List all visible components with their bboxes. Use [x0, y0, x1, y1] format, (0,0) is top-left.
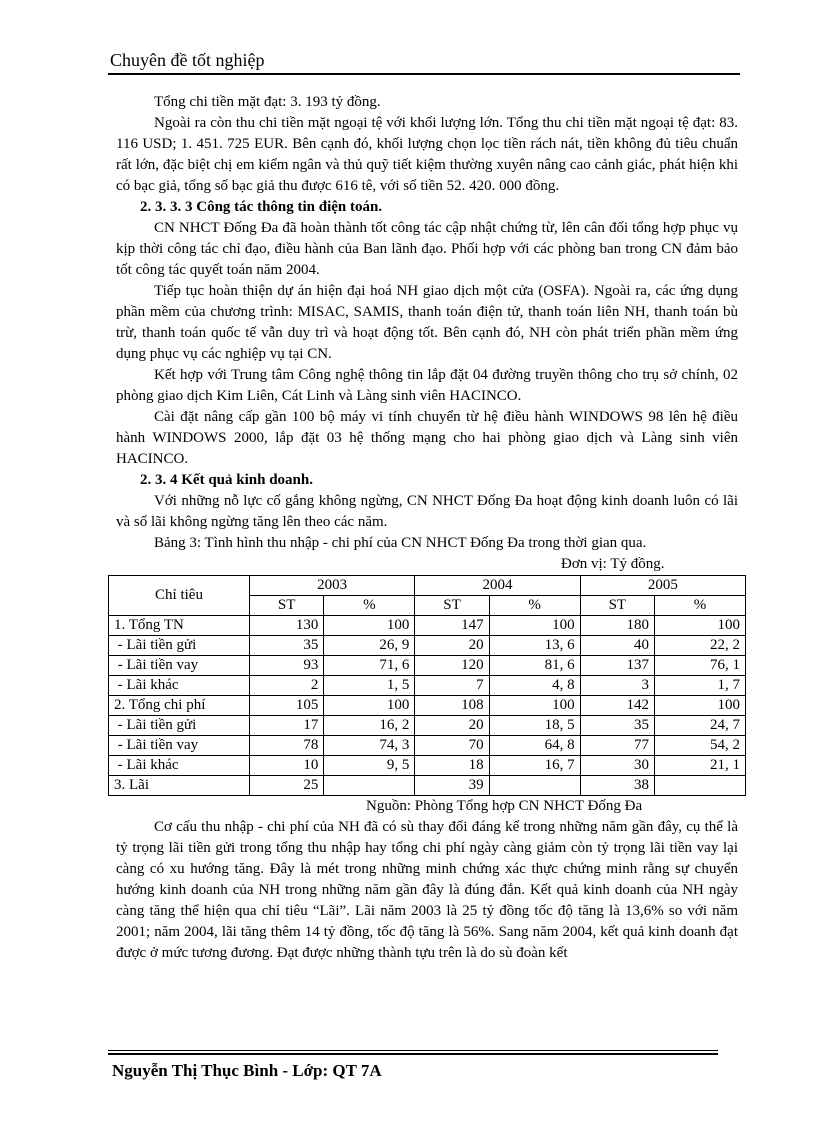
value-cell: 78 [250, 736, 324, 756]
value-cell: 137 [580, 656, 654, 676]
paragraph-cash-total: Tổng chi tiền mặt đạt: 3. 193 tỷ đồng. [154, 94, 381, 110]
value-cell: 39 [415, 776, 489, 796]
section-heading-it: 2. 3. 3. 3 Công tác thông tin điện toán. [140, 199, 383, 215]
row-label-cell: 2. Tổng chi phí [109, 696, 250, 716]
value-cell: 24, 7 [655, 716, 746, 736]
row-label-cell: - Lãi khác [109, 756, 250, 776]
col-header-year-2003: 2003 [250, 576, 415, 596]
sub-header-st: ST [580, 596, 654, 616]
row-label-cell: - Lãi tiền vay [109, 656, 250, 676]
value-cell: 35 [250, 636, 324, 656]
value-cell: 76, 1 [655, 656, 746, 676]
section-heading-results: 2. 3. 4 Kết quả kinh doanh. [140, 472, 313, 488]
value-cell: 26, 9 [324, 636, 415, 656]
table-source: Nguồn: Phòng Tổng hợp CN NHCT Đống Đa [366, 798, 643, 814]
value-cell: 180 [580, 616, 654, 636]
value-cell: 38 [580, 776, 654, 796]
value-cell: 22, 2 [655, 636, 746, 656]
sub-header-pct: % [655, 596, 746, 616]
table-row [109, 656, 746, 676]
value-cell: 54, 2 [655, 736, 746, 756]
paragraph-it-3: Kết hợp với Trung tâm Công nghệ thông tin lắp đặt 04 đường truyền thông cho trụ sở chính, 02 phòng giao dịch Kim Liên, Cát Linh và Làng sinh viên HACINCO. [116, 367, 738, 404]
row-label-cell: - Lãi tiền gửi [109, 716, 250, 736]
paragraph-it-2: Tiếp tục hoàn thiện dự án hiện đại hoá NH giao dịch một cửa (OSFA). Ngoài ra, các ứng dụng phần mềm của chương trình: MISAC, SAMIS, thanh toán điện tử, thanh toán liên NH, thanh toán bù trừ, thanh toán quốc tế vẫn duy trì và hoạt động tốt. Bên cạnh đó, NH còn phát triển phần mềm ứng dụng phục vụ các nghiệp vụ tại CN. [116, 283, 738, 362]
income-expense-table [108, 575, 746, 796]
value-cell: 108 [415, 696, 489, 716]
row-label-cell: - Lãi tiền vay [109, 736, 250, 756]
col-header-year-2004: 2004 [415, 576, 580, 596]
value-cell: 35 [580, 716, 654, 736]
value-cell: 100 [655, 696, 746, 716]
paragraph-it-4: Cài đặt nâng cấp gần 100 bộ máy vi tính chuyển từ hệ điều hành WINDOWS 98 lên hệ điều hành WINDOWS 2000, lắp đặt 03 hệ thống mạng cho hai phòng giao dịch và Làng sinh viên HACINCO. [116, 409, 738, 467]
footer-rule-thick [108, 1053, 718, 1055]
row-label-cell: 3. Lãi [109, 776, 250, 796]
table-row [109, 756, 746, 776]
table-unit: Đơn vị: Tỷ đồng. [561, 556, 665, 572]
value-cell: 100 [489, 696, 580, 716]
table-row [109, 636, 746, 656]
table-row [109, 616, 746, 636]
value-cell: 100 [324, 696, 415, 716]
value-cell: 16, 2 [324, 716, 415, 736]
value-cell: 81, 6 [489, 656, 580, 676]
value-cell: 100 [655, 616, 746, 636]
value-cell: 105 [250, 696, 324, 716]
value-cell: 130 [250, 616, 324, 636]
value-cell: 142 [580, 696, 654, 716]
value-cell: 7 [415, 676, 489, 696]
value-cell [324, 776, 415, 796]
value-cell: 20 [415, 636, 489, 656]
value-cell: 25 [250, 776, 324, 796]
value-cell: 70 [415, 736, 489, 756]
row-label-cell: 1. Tổng TN [109, 616, 250, 636]
value-cell: 100 [324, 616, 415, 636]
value-cell: 71, 6 [324, 656, 415, 676]
footer-rule-thin [108, 1050, 718, 1051]
paragraph-it-1: CN NHCT Đống Đa đã hoàn thành tốt công tác cập nhật chứng từ, lên cân đối tổng hợp phục vụ kịp thời công tác chỉ đạo, điều hành của Ban lãnh đạo. Phối hợp với các phòng ban trong CN đảm bảo tốt công tác quyết toán năm 2004. [116, 220, 738, 278]
table-caption: Bảng 3: Tình hình thu nhập - chi phí của CN NHCT Đống Đa trong thời gian qua. [154, 535, 647, 551]
table-body [109, 616, 746, 796]
value-cell: 9, 5 [324, 756, 415, 776]
paragraph-results: Với những nỗ lực cố gắng không ngừng, CN NHCT Đống Đa hoạt động kinh doanh luôn có lãi và số lãi không ngừng tăng lên theo các năm. [116, 493, 738, 530]
row-label-cell: - Lãi tiền gửi [109, 636, 250, 656]
value-cell: 3 [580, 676, 654, 696]
document-body [116, 92, 738, 964]
table-row [109, 736, 746, 756]
value-cell: 2 [250, 676, 324, 696]
value-cell [655, 776, 746, 796]
table-row [109, 676, 746, 696]
table-row [109, 696, 746, 716]
col-header-indicator: Chỉ tiêu [109, 576, 250, 616]
value-cell: 10 [250, 756, 324, 776]
sub-header-pct: % [489, 596, 580, 616]
value-cell: 18, 5 [489, 716, 580, 736]
value-cell: 40 [580, 636, 654, 656]
row-label-cell: - Lãi khác [109, 676, 250, 696]
paragraph-analysis: Cơ cấu thu nhập - chi phí của NH đã có sù thay đổi đáng kể trong những năm gần đây, cụ thể là tỷ trọng lãi tiền gửi trong tổng thu nhập hay tổng chi phí ngày càng giảm còn tỷ trọng lãi tiền vay lại càng có xu hướng tăng. Đây là mét trong những minh chứng xác thực chứng minh rằng sự chuyển hướng kinh doanh của NH trong những năm gần đây là đúng đắn. Kết quả kinh doanh của NH ngày càng tăng thể hiện qua chỉ tiêu “Lãi”. Lãi năm 2003 là 25 tỷ đồng tốc độ tăng là 13,6% so với năm 2001; năm 2004, lãi tăng thêm 14 tỷ đồng, tốc độ tăng là 56%. Sang năm 2004, kết quả kinh doanh đạt được ở mức tương đương. Đạt được những thành tựu trên là do sù đoàn kết [116, 819, 738, 961]
value-cell: 74, 3 [324, 736, 415, 756]
value-cell: 20 [415, 716, 489, 736]
value-cell: 147 [415, 616, 489, 636]
sub-header-st: ST [250, 596, 324, 616]
sub-header-st: ST [415, 596, 489, 616]
value-cell: 93 [250, 656, 324, 676]
value-cell [489, 776, 580, 796]
col-header-year-2005: 2005 [580, 576, 745, 596]
value-cell: 1, 7 [655, 676, 746, 696]
value-cell: 13, 6 [489, 636, 580, 656]
value-cell: 17 [250, 716, 324, 736]
value-cell: 21, 1 [655, 756, 746, 776]
table-row [109, 716, 746, 736]
page-header-title: Chuyên đề tốt nghiệp [110, 50, 265, 70]
value-cell: 64, 8 [489, 736, 580, 756]
sub-header-pct: % [324, 596, 415, 616]
value-cell: 30 [580, 756, 654, 776]
value-cell: 77 [580, 736, 654, 756]
header-rule [108, 73, 740, 75]
table-row [109, 776, 746, 796]
footer-author: Nguyễn Thị Thục Bình - Lớp: QT 7A [112, 1061, 382, 1080]
value-cell: 18 [415, 756, 489, 776]
value-cell: 120 [415, 656, 489, 676]
value-cell: 100 [489, 616, 580, 636]
value-cell: 1, 5 [324, 676, 415, 696]
paragraph-foreign-currency: Ngoài ra còn thu chi tiền mặt ngoại tệ với khối lượng lớn. Tổng thu chi tiền mặt ngoại tệ đạt: 83. 116 USD; 1. 451. 725 EUR. Bên cạnh đó, khối lượng chọn lọc tiền rách nát, tiền không đủ tiêu chuẩn rất lớn, đặc biệt chị em kiểm ngân và thủ quỹ tiết kiệm thường xuyên nâng cao cảnh giác, phát hiện khi có bạc giả, tổng số bạc giả thu được 616 tê, với số tiền 52. 420. 000 đồng. [116, 115, 738, 194]
value-cell: 16, 7 [489, 756, 580, 776]
value-cell: 4, 8 [489, 676, 580, 696]
